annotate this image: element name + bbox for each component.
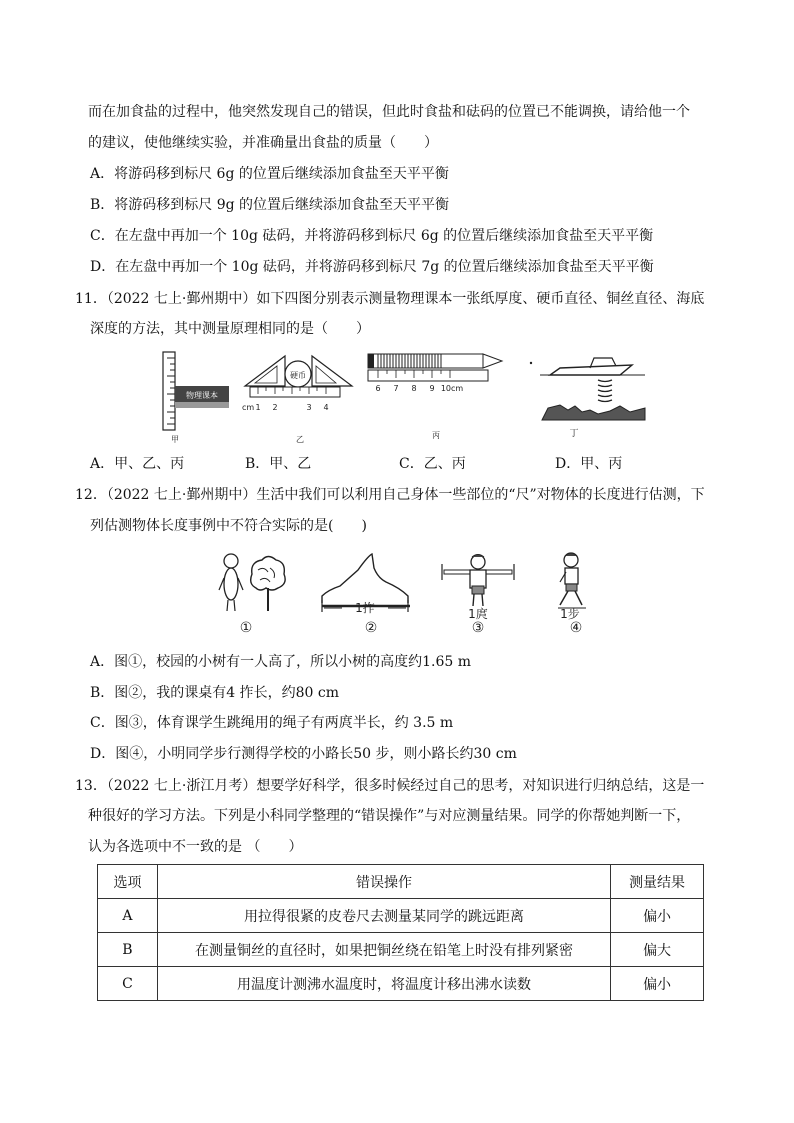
- q11-stem-line2: 深度的方法，其中测量原理相同的是（ ）: [90, 321, 370, 337]
- table-cell-operation: 在测量铜丝的直径时，如果把铜丝绕在铅笔上时没有排列紧密: [157, 933, 610, 967]
- label-circle-3: ③: [471, 620, 485, 636]
- q11-option-b: B．甲、乙: [245, 456, 312, 472]
- ruler2-tick: 8: [411, 384, 417, 393]
- q10-option-b: B．将游码移到标尺 9g 的位置后继续添加食盐至天平平衡: [90, 197, 450, 213]
- figure-1-person-tree: [219, 554, 285, 636]
- table-header-result: 测量结果: [611, 865, 704, 899]
- ruler1-tick: 3: [306, 403, 312, 412]
- label-bu: 1步: [560, 607, 580, 621]
- q11-option-d: D．甲、丙: [555, 456, 623, 472]
- label-bing: 丙: [432, 431, 440, 440]
- figure-jia: [163, 352, 229, 444]
- q12-option-c: C．图③，体育课学生跳绳用的绳子有两庹半长，约 3.5 m: [90, 715, 454, 731]
- q12-option-d: D．图④，小明同学步行测得学校的小路长50 步，则小路长约30 cm: [90, 746, 517, 762]
- q12-option-b: B．图②，我的课桌有4 拃长，约80 cm: [90, 685, 340, 701]
- cm-label: cm: [242, 403, 255, 412]
- q12-body-ruler-figure: [210, 548, 600, 638]
- q11-option-a: A．甲、乙、丙: [90, 456, 185, 472]
- ruler2-tick: 10cm: [440, 384, 464, 393]
- q10-intro-line1: 而在加食盐的过程中，他突然发现自己的错误，但此时食盐和砝码的位置已不能调换，请给他一个: [88, 104, 690, 120]
- q11-measurement-figure: [150, 348, 650, 444]
- q10-intro-line2: 的建议，使他继续实验，并准确量出食盐的质量（ ）: [88, 135, 438, 151]
- ruler1-tick: 2: [272, 403, 278, 412]
- table-cell-operation: 用拉得很紧的皮卷尺去测量某同学的跳远距离: [157, 899, 610, 933]
- q12-stem-line1: 12．（2022 七上·鄞州期中）生活中我们可以利用自己身体一些部位的“尺”对物体的长度进行估测，下: [75, 487, 705, 503]
- q10-option-c: C．在左盘中再加一个 10g 砝码，并将游码移到标尺 6g 的位置后继续添加食盐至天平平衡: [90, 228, 654, 244]
- table-row: [98, 899, 704, 933]
- q11-option-c: C．乙、丙: [399, 456, 466, 472]
- label-circle-4: ④: [569, 620, 583, 636]
- q13-stem-line1: 13．（2022 七上·浙江月考）想要学好科学，很多时候经过自己的思考，对知识进行归纳总结，这是一: [75, 778, 705, 794]
- label-ding: 丁: [569, 429, 579, 439]
- table-cell-result: 偏大: [611, 933, 704, 967]
- ruler1-tick: 1: [255, 403, 261, 412]
- table-cell-option: B: [98, 933, 158, 967]
- q12-option-a: A．图①，校园的小树有一人高了，所以小树的高度约1.65 m: [90, 654, 472, 670]
- figure-ding: [530, 358, 645, 439]
- label-circle-2: ②: [364, 620, 378, 636]
- error-operation-table: [97, 864, 704, 1001]
- q10-option-d: D．在左盘中再加一个 10g 砝码，并将游码移到标尺 7g 的位置后继续添加食盐至天平平衡: [90, 259, 654, 275]
- table-cell-result: 偏小: [611, 967, 704, 1001]
- table-cell-option: A: [98, 899, 158, 933]
- table-cell-result: 偏小: [611, 899, 704, 933]
- figure-yi: [242, 356, 352, 444]
- figure-2-hand-span: [322, 554, 410, 636]
- table-row: [98, 933, 704, 967]
- table-cell-operation: 用温度计测沸水温度时，将温度计移出沸水读数: [157, 967, 610, 1001]
- ruler2-tick: 6: [375, 384, 381, 393]
- label-zha: 1拃: [355, 601, 375, 615]
- table-row: [98, 967, 704, 1001]
- figure-bing: [368, 354, 502, 440]
- table-header-option: 选项: [98, 865, 158, 899]
- q12-stem-line2: 列估测物体长度事例中不符合实际的是( ): [90, 518, 367, 534]
- table-header-row: [98, 865, 704, 899]
- q10-option-a: A．将游码移到标尺 6g 的位置后继续添加食盐至天平平衡: [90, 166, 449, 182]
- label-circle-1: ①: [239, 620, 253, 636]
- q13-stem-line2: 种很好的学习方法。下列是小科同学整理的“错误操作”与对应测量结果。同学的你帮她判断一下，: [88, 808, 691, 824]
- figure-4-walking-step: [558, 553, 586, 636]
- q13-stem-line3: 认为各选项中不一致的是 （ ）: [88, 839, 303, 855]
- book-label: 物理课本: [186, 391, 218, 400]
- figure-3-arm-span: [442, 555, 514, 637]
- table-header-operation: 错误操作: [157, 865, 610, 899]
- table-cell-option: C: [98, 967, 158, 1001]
- label-tuo: 1庹: [468, 607, 488, 621]
- ruler1-tick: 4: [323, 403, 329, 412]
- q11-stem-line1: 11．（2022 七上·鄞州期中）如下四图分别表示测量物理课本一张纸厚度、硬币直径、铜丝直径、海底: [75, 291, 705, 307]
- ruler2-tick: 9: [429, 384, 435, 393]
- ruler2-tick: 7: [393, 384, 399, 393]
- coin-label: 硬币: [290, 371, 306, 380]
- label-jia: 甲: [171, 435, 179, 444]
- label-yi: 乙: [296, 435, 304, 444]
